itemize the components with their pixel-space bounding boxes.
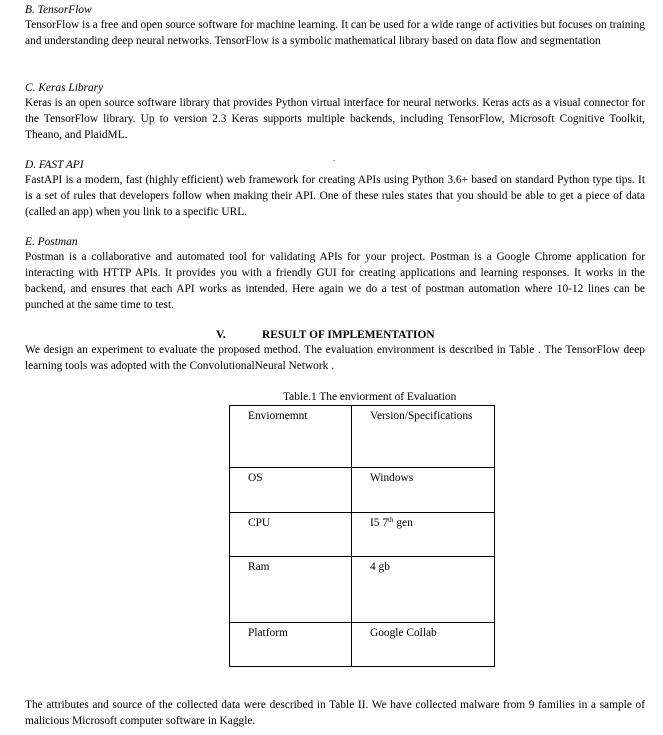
header-cell-version: Version/Specifications xyxy=(352,406,495,468)
cell-label: Ram xyxy=(230,557,352,623)
paragraph-postman: Postman is a collaborative and automated tool for validating APIs for your project. Postman is a Google Chrome application for interacting with HTTP APIs. It provides you with a friendly GUI for creating applications and learning responses. It works in the backend, and ensures that each API works as intended. Here again we do a test of postman automation where 10-12 lines can be punched at the same time to test. xyxy=(25,251,645,311)
section-title-text: RESULT OF IMPLEMENTATION xyxy=(262,329,435,341)
cpu-value-main: I5 7 xyxy=(370,517,389,529)
heading-fastapi: D. FAST API xyxy=(25,159,84,171)
cell-value: Windows xyxy=(352,468,495,513)
heading-keras: C. Keras Library xyxy=(25,82,104,94)
paragraph-closing: The attributes and source of the collected data were described in Table II. We have collected malware from 9 families in a sample of malicious Microsoft computer software in Kaggle. xyxy=(25,699,645,727)
table-caption: Table.1 The enviorment of Evaluation xyxy=(283,391,457,403)
cell-label: Platform xyxy=(230,623,352,667)
section-number: V. xyxy=(216,329,226,341)
table-row xyxy=(230,513,495,557)
cell-value: Google Collab xyxy=(352,623,495,667)
heading-tensorflow: B. TensorFlow xyxy=(25,4,92,16)
cell-value: 4 gb xyxy=(352,557,495,623)
heading-postman: E. Postman xyxy=(25,236,78,248)
paragraph-tensorflow: TensorFlow is a free and open source software for machine learning. It can be used for a wide range of activities but focuses on training and understanding deep neural networks. TensorFlow is a symbolic mathematical library based on data flow and segmentation xyxy=(25,19,645,47)
section-title-results xyxy=(216,327,435,343)
stray-mark: . xyxy=(333,154,335,163)
header-cell-environment: Enviornemnt xyxy=(230,406,352,468)
table-row xyxy=(230,468,495,513)
cell-value xyxy=(352,513,495,557)
table-row xyxy=(230,623,495,667)
paragraph-fastapi: FastAPI is a modern, fast (highly efficient) web framework for creating APIs using Python 3.6+ based on standard Python type tips. It is a set of rules that developers follow when making their API. One of these rules states that you should be able to get a piece of data (called an app) when you link to a specific URL. xyxy=(25,174,645,218)
paragraph-keras: Keras is an open source software library that provides Python virtual interface for neural networks. Keras acts as a visual connector for the TensorFlow library. Up to version 2.3 Keras supports multiple backends, including TensorFlow, Microsoft Cognitive Toolkit, Theano, and PlaidML. xyxy=(25,97,645,141)
cell-label: CPU xyxy=(230,513,352,557)
table-row xyxy=(230,557,495,623)
table-header-row xyxy=(230,406,495,468)
cell-label: OS xyxy=(230,468,352,513)
paragraph-results: We design an experiment to evaluate the proposed method. The evaluation environment is described in Table . The TensorFlow deep learning tools was adopted with the ConvolutionalNeural Network . xyxy=(25,344,645,372)
cpu-value-suffix: gen xyxy=(393,517,413,529)
environment-table xyxy=(229,405,495,667)
cpu-value-superscript: th xyxy=(388,516,394,524)
